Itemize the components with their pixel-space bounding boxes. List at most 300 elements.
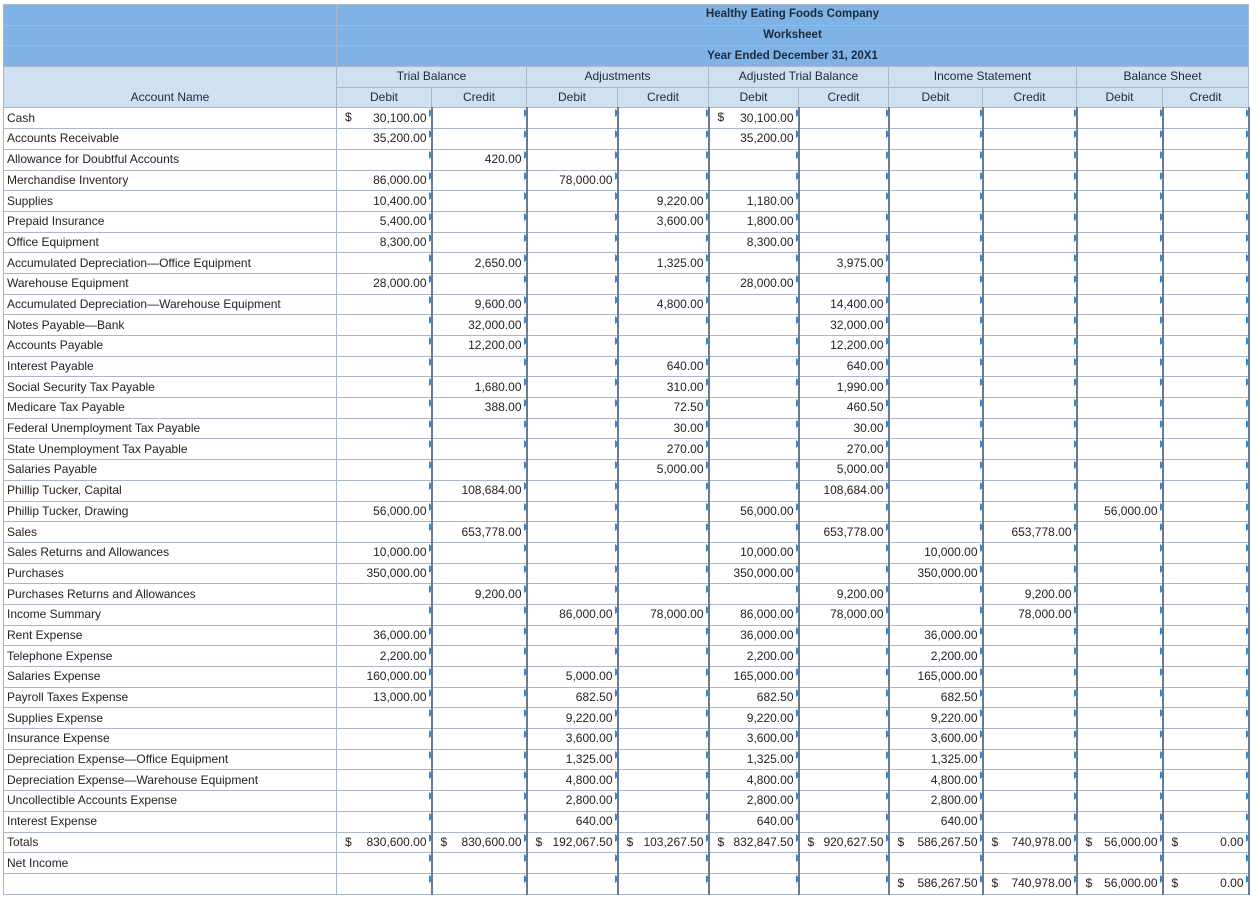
amount-input[interactable]	[1077, 501, 1163, 522]
amount-input[interactable]	[527, 646, 618, 667]
amount-input[interactable]	[432, 873, 527, 894]
amount-input[interactable]	[527, 356, 618, 377]
amount-input[interactable]	[709, 853, 799, 874]
amount-input[interactable]	[799, 377, 889, 398]
amount-input[interactable]	[709, 480, 799, 501]
amount-input[interactable]	[618, 563, 709, 584]
amount-input[interactable]	[799, 418, 889, 439]
amount-input[interactable]	[1163, 129, 1249, 150]
amount-input[interactable]	[983, 770, 1077, 791]
amount-input[interactable]	[799, 873, 889, 894]
amount-input[interactable]	[432, 811, 527, 832]
amount-input[interactable]	[799, 646, 889, 667]
amount-input[interactable]	[889, 708, 983, 729]
amount-input[interactable]	[1077, 356, 1163, 377]
amount-input[interactable]	[1077, 604, 1163, 625]
amount-input[interactable]	[983, 170, 1077, 191]
amount-input[interactable]	[983, 584, 1077, 605]
amount-input[interactable]	[527, 729, 618, 750]
amount-input[interactable]	[1077, 625, 1163, 646]
amount-input[interactable]	[618, 315, 709, 336]
amount-input[interactable]	[337, 356, 432, 377]
amount-input[interactable]	[889, 853, 983, 874]
amount-input[interactable]	[889, 129, 983, 150]
amount-input[interactable]	[799, 584, 889, 605]
amount-input[interactable]	[527, 253, 618, 274]
amount-input[interactable]	[337, 294, 432, 315]
amount-input[interactable]	[799, 356, 889, 377]
amount-input[interactable]	[618, 232, 709, 253]
amount-input[interactable]	[527, 149, 618, 170]
amount-input[interactable]	[337, 770, 432, 791]
amount-input[interactable]	[1077, 232, 1163, 253]
amount-input[interactable]	[889, 273, 983, 294]
amount-input[interactable]	[337, 460, 432, 481]
amount-input[interactable]	[1163, 336, 1249, 357]
amount-input[interactable]	[432, 418, 527, 439]
amount-input[interactable]	[983, 853, 1077, 874]
amount-input[interactable]	[527, 749, 618, 770]
amount-input[interactable]	[709, 708, 799, 729]
amount-input[interactable]	[983, 149, 1077, 170]
amount-input[interactable]	[337, 253, 432, 274]
amount-input[interactable]	[799, 832, 889, 853]
amount-input[interactable]	[618, 522, 709, 543]
amount-input[interactable]	[983, 542, 1077, 563]
amount-input[interactable]	[1163, 563, 1249, 584]
amount-input[interactable]	[983, 625, 1077, 646]
amount-input[interactable]	[1163, 791, 1249, 812]
amount-input[interactable]	[983, 873, 1077, 894]
amount-input[interactable]	[337, 501, 432, 522]
amount-input[interactable]	[337, 480, 432, 501]
amount-input[interactable]	[527, 336, 618, 357]
amount-input[interactable]	[799, 522, 889, 543]
amount-input[interactable]	[618, 791, 709, 812]
amount-input[interactable]	[889, 336, 983, 357]
amount-input[interactable]	[527, 377, 618, 398]
amount-input[interactable]	[432, 232, 527, 253]
amount-input[interactable]	[889, 832, 983, 853]
amount-input[interactable]	[1077, 542, 1163, 563]
amount-input[interactable]	[1163, 501, 1249, 522]
amount-input[interactable]	[1163, 377, 1249, 398]
amount-input[interactable]	[889, 873, 983, 894]
amount-input[interactable]	[983, 687, 1077, 708]
amount-input[interactable]	[799, 108, 889, 129]
amount-input[interactable]	[709, 315, 799, 336]
amount-input[interactable]	[1163, 149, 1249, 170]
amount-input[interactable]	[1077, 646, 1163, 667]
amount-input[interactable]	[527, 604, 618, 625]
amount-input[interactable]	[889, 667, 983, 688]
amount-input[interactable]	[1163, 294, 1249, 315]
amount-input[interactable]	[337, 232, 432, 253]
amount-input[interactable]	[618, 170, 709, 191]
amount-input[interactable]	[337, 542, 432, 563]
amount-input[interactable]	[337, 211, 432, 232]
amount-input[interactable]	[618, 439, 709, 460]
amount-input[interactable]	[618, 873, 709, 894]
amount-input[interactable]	[1163, 729, 1249, 750]
amount-input[interactable]	[527, 811, 618, 832]
amount-input[interactable]	[337, 336, 432, 357]
amount-input[interactable]	[889, 294, 983, 315]
amount-input[interactable]	[337, 522, 432, 543]
amount-input[interactable]	[1077, 832, 1163, 853]
amount-input[interactable]	[1163, 811, 1249, 832]
amount-input[interactable]	[709, 832, 799, 853]
amount-input[interactable]	[799, 811, 889, 832]
amount-input[interactable]	[799, 398, 889, 419]
amount-input[interactable]	[432, 170, 527, 191]
amount-input[interactable]	[889, 604, 983, 625]
amount-input[interactable]	[889, 149, 983, 170]
amount-input[interactable]	[1077, 873, 1163, 894]
amount-input[interactable]	[1163, 439, 1249, 460]
amount-input[interactable]	[618, 398, 709, 419]
amount-input[interactable]	[709, 501, 799, 522]
amount-input[interactable]	[709, 108, 799, 129]
amount-input[interactable]	[337, 749, 432, 770]
amount-input[interactable]	[1163, 253, 1249, 274]
amount-input[interactable]	[1163, 522, 1249, 543]
amount-input[interactable]	[432, 501, 527, 522]
amount-input[interactable]	[337, 439, 432, 460]
amount-input[interactable]	[983, 418, 1077, 439]
amount-input[interactable]	[432, 336, 527, 357]
amount-input[interactable]	[709, 377, 799, 398]
amount-input[interactable]	[799, 439, 889, 460]
amount-input[interactable]	[432, 522, 527, 543]
amount-input[interactable]	[799, 501, 889, 522]
amount-input[interactable]	[1163, 770, 1249, 791]
amount-input[interactable]	[889, 770, 983, 791]
amount-input[interactable]	[527, 584, 618, 605]
amount-input[interactable]	[983, 294, 1077, 315]
amount-input[interactable]	[527, 460, 618, 481]
amount-input[interactable]	[337, 708, 432, 729]
amount-input[interactable]	[983, 398, 1077, 419]
amount-input[interactable]	[432, 108, 527, 129]
amount-input[interactable]	[527, 398, 618, 419]
amount-input[interactable]	[1163, 418, 1249, 439]
amount-input[interactable]	[709, 294, 799, 315]
amount-input[interactable]	[1077, 336, 1163, 357]
amount-input[interactable]	[709, 604, 799, 625]
amount-input[interactable]	[889, 791, 983, 812]
amount-input[interactable]	[889, 211, 983, 232]
amount-input[interactable]	[618, 729, 709, 750]
amount-input[interactable]	[799, 273, 889, 294]
amount-input[interactable]	[1163, 108, 1249, 129]
amount-input[interactable]	[799, 708, 889, 729]
amount-input[interactable]	[799, 853, 889, 874]
amount-input[interactable]	[799, 770, 889, 791]
amount-input[interactable]	[1077, 749, 1163, 770]
amount-input[interactable]	[709, 439, 799, 460]
amount-input[interactable]	[709, 646, 799, 667]
amount-input[interactable]	[337, 398, 432, 419]
amount-input[interactable]	[618, 770, 709, 791]
amount-input[interactable]	[432, 667, 527, 688]
amount-input[interactable]	[1077, 315, 1163, 336]
amount-input[interactable]	[709, 191, 799, 212]
amount-input[interactable]	[618, 542, 709, 563]
amount-input[interactable]	[1077, 191, 1163, 212]
amount-input[interactable]	[709, 770, 799, 791]
amount-input[interactable]	[983, 667, 1077, 688]
amount-input[interactable]	[983, 729, 1077, 750]
amount-input[interactable]	[618, 584, 709, 605]
amount-input[interactable]	[799, 170, 889, 191]
amount-input[interactable]	[618, 377, 709, 398]
amount-input[interactable]	[527, 770, 618, 791]
amount-input[interactable]	[527, 108, 618, 129]
amount-input[interactable]	[709, 791, 799, 812]
amount-input[interactable]	[983, 791, 1077, 812]
amount-input[interactable]	[618, 501, 709, 522]
amount-input[interactable]	[889, 460, 983, 481]
amount-input[interactable]	[709, 667, 799, 688]
amount-input[interactable]	[1077, 439, 1163, 460]
amount-input[interactable]	[527, 873, 618, 894]
amount-input[interactable]	[618, 811, 709, 832]
amount-input[interactable]	[337, 584, 432, 605]
amount-input[interactable]	[889, 170, 983, 191]
amount-input[interactable]	[618, 687, 709, 708]
amount-input[interactable]	[432, 687, 527, 708]
amount-input[interactable]	[618, 646, 709, 667]
amount-input[interactable]	[889, 729, 983, 750]
amount-input[interactable]	[1163, 646, 1249, 667]
amount-input[interactable]	[983, 253, 1077, 274]
amount-input[interactable]	[799, 294, 889, 315]
amount-input[interactable]	[1163, 853, 1249, 874]
amount-input[interactable]	[709, 356, 799, 377]
amount-input[interactable]	[983, 708, 1077, 729]
amount-input[interactable]	[527, 129, 618, 150]
amount-input[interactable]	[799, 625, 889, 646]
amount-input[interactable]	[432, 770, 527, 791]
amount-input[interactable]	[527, 667, 618, 688]
amount-input[interactable]	[1163, 708, 1249, 729]
amount-input[interactable]	[1163, 625, 1249, 646]
amount-input[interactable]	[618, 708, 709, 729]
amount-input[interactable]	[337, 791, 432, 812]
amount-input[interactable]	[983, 563, 1077, 584]
amount-input[interactable]	[337, 191, 432, 212]
amount-input[interactable]	[527, 439, 618, 460]
amount-input[interactable]	[1077, 460, 1163, 481]
amount-input[interactable]	[709, 232, 799, 253]
amount-input[interactable]	[799, 729, 889, 750]
amount-input[interactable]	[889, 687, 983, 708]
amount-input[interactable]	[432, 439, 527, 460]
amount-input[interactable]	[1163, 398, 1249, 419]
amount-input[interactable]	[709, 149, 799, 170]
amount-input[interactable]	[799, 687, 889, 708]
amount-input[interactable]	[527, 273, 618, 294]
amount-input[interactable]	[889, 253, 983, 274]
amount-input[interactable]	[618, 460, 709, 481]
amount-input[interactable]	[527, 501, 618, 522]
amount-input[interactable]	[983, 749, 1077, 770]
amount-input[interactable]	[889, 232, 983, 253]
amount-input[interactable]	[709, 170, 799, 191]
amount-input[interactable]	[983, 315, 1077, 336]
amount-input[interactable]	[432, 853, 527, 874]
amount-input[interactable]	[618, 211, 709, 232]
amount-input[interactable]	[337, 170, 432, 191]
amount-input[interactable]	[1163, 584, 1249, 605]
amount-input[interactable]	[527, 708, 618, 729]
amount-input[interactable]	[1077, 398, 1163, 419]
amount-input[interactable]	[337, 811, 432, 832]
amount-input[interactable]	[432, 480, 527, 501]
amount-input[interactable]	[983, 211, 1077, 232]
amount-input[interactable]	[889, 418, 983, 439]
amount-input[interactable]	[337, 646, 432, 667]
amount-input[interactable]	[527, 232, 618, 253]
amount-input[interactable]	[889, 439, 983, 460]
amount-input[interactable]	[1077, 253, 1163, 274]
amount-input[interactable]	[527, 522, 618, 543]
amount-input[interactable]	[709, 584, 799, 605]
amount-input[interactable]	[618, 604, 709, 625]
amount-input[interactable]	[983, 832, 1077, 853]
amount-input[interactable]	[983, 604, 1077, 625]
amount-input[interactable]	[432, 584, 527, 605]
amount-input[interactable]	[527, 191, 618, 212]
amount-input[interactable]	[1077, 791, 1163, 812]
amount-input[interactable]	[889, 542, 983, 563]
amount-input[interactable]	[618, 832, 709, 853]
amount-input[interactable]	[618, 273, 709, 294]
amount-input[interactable]	[709, 729, 799, 750]
amount-input[interactable]	[983, 646, 1077, 667]
amount-input[interactable]	[799, 232, 889, 253]
amount-input[interactable]	[432, 832, 527, 853]
amount-input[interactable]	[337, 377, 432, 398]
amount-input[interactable]	[1163, 211, 1249, 232]
amount-input[interactable]	[799, 211, 889, 232]
amount-input[interactable]	[432, 542, 527, 563]
amount-input[interactable]	[1077, 418, 1163, 439]
amount-input[interactable]	[799, 563, 889, 584]
amount-input[interactable]	[709, 522, 799, 543]
amount-input[interactable]	[1077, 729, 1163, 750]
amount-input[interactable]	[799, 667, 889, 688]
amount-input[interactable]	[432, 791, 527, 812]
amount-input[interactable]	[889, 356, 983, 377]
amount-input[interactable]	[889, 398, 983, 419]
amount-input[interactable]	[709, 336, 799, 357]
amount-input[interactable]	[432, 129, 527, 150]
amount-input[interactable]	[709, 811, 799, 832]
amount-input[interactable]	[1163, 191, 1249, 212]
amount-input[interactable]	[983, 356, 1077, 377]
amount-input[interactable]	[1163, 315, 1249, 336]
amount-input[interactable]	[983, 108, 1077, 129]
amount-input[interactable]	[889, 108, 983, 129]
amount-input[interactable]	[709, 563, 799, 584]
amount-input[interactable]	[983, 439, 1077, 460]
amount-input[interactable]	[1077, 149, 1163, 170]
amount-input[interactable]	[618, 625, 709, 646]
amount-input[interactable]	[618, 480, 709, 501]
amount-input[interactable]	[432, 563, 527, 584]
amount-input[interactable]	[1163, 356, 1249, 377]
amount-input[interactable]	[709, 625, 799, 646]
amount-input[interactable]	[527, 563, 618, 584]
amount-input[interactable]	[527, 294, 618, 315]
amount-input[interactable]	[889, 522, 983, 543]
amount-input[interactable]	[1163, 687, 1249, 708]
amount-input[interactable]	[618, 108, 709, 129]
amount-input[interactable]	[799, 129, 889, 150]
amount-input[interactable]	[337, 667, 432, 688]
amount-input[interactable]	[337, 832, 432, 853]
amount-input[interactable]	[709, 542, 799, 563]
amount-input[interactable]	[1077, 584, 1163, 605]
amount-input[interactable]	[889, 625, 983, 646]
amount-input[interactable]	[337, 687, 432, 708]
amount-input[interactable]	[1077, 211, 1163, 232]
amount-input[interactable]	[618, 191, 709, 212]
amount-input[interactable]	[432, 253, 527, 274]
amount-input[interactable]	[527, 542, 618, 563]
amount-input[interactable]	[1163, 273, 1249, 294]
amount-input[interactable]	[889, 315, 983, 336]
amount-input[interactable]	[1077, 129, 1163, 150]
amount-input[interactable]	[1163, 873, 1249, 894]
amount-input[interactable]	[527, 418, 618, 439]
amount-input[interactable]	[709, 211, 799, 232]
amount-input[interactable]	[432, 398, 527, 419]
amount-input[interactable]	[799, 315, 889, 336]
amount-input[interactable]	[618, 129, 709, 150]
amount-input[interactable]	[983, 460, 1077, 481]
amount-input[interactable]	[1163, 832, 1249, 853]
amount-input[interactable]	[889, 811, 983, 832]
amount-input[interactable]	[1163, 480, 1249, 501]
amount-input[interactable]	[983, 273, 1077, 294]
amount-input[interactable]	[799, 460, 889, 481]
amount-input[interactable]	[889, 191, 983, 212]
amount-input[interactable]	[709, 687, 799, 708]
amount-input[interactable]	[432, 749, 527, 770]
amount-input[interactable]	[983, 377, 1077, 398]
amount-input[interactable]	[527, 832, 618, 853]
amount-input[interactable]	[337, 418, 432, 439]
amount-input[interactable]	[1077, 687, 1163, 708]
amount-input[interactable]	[337, 729, 432, 750]
amount-input[interactable]	[1163, 460, 1249, 481]
amount-input[interactable]	[1077, 667, 1163, 688]
amount-input[interactable]	[889, 584, 983, 605]
amount-input[interactable]	[709, 873, 799, 894]
amount-input[interactable]	[618, 253, 709, 274]
amount-input[interactable]	[432, 729, 527, 750]
amount-input[interactable]	[1163, 170, 1249, 191]
amount-input[interactable]	[1077, 708, 1163, 729]
amount-input[interactable]	[337, 129, 432, 150]
amount-input[interactable]	[337, 625, 432, 646]
amount-input[interactable]	[1163, 232, 1249, 253]
amount-input[interactable]	[432, 625, 527, 646]
amount-input[interactable]	[1077, 273, 1163, 294]
